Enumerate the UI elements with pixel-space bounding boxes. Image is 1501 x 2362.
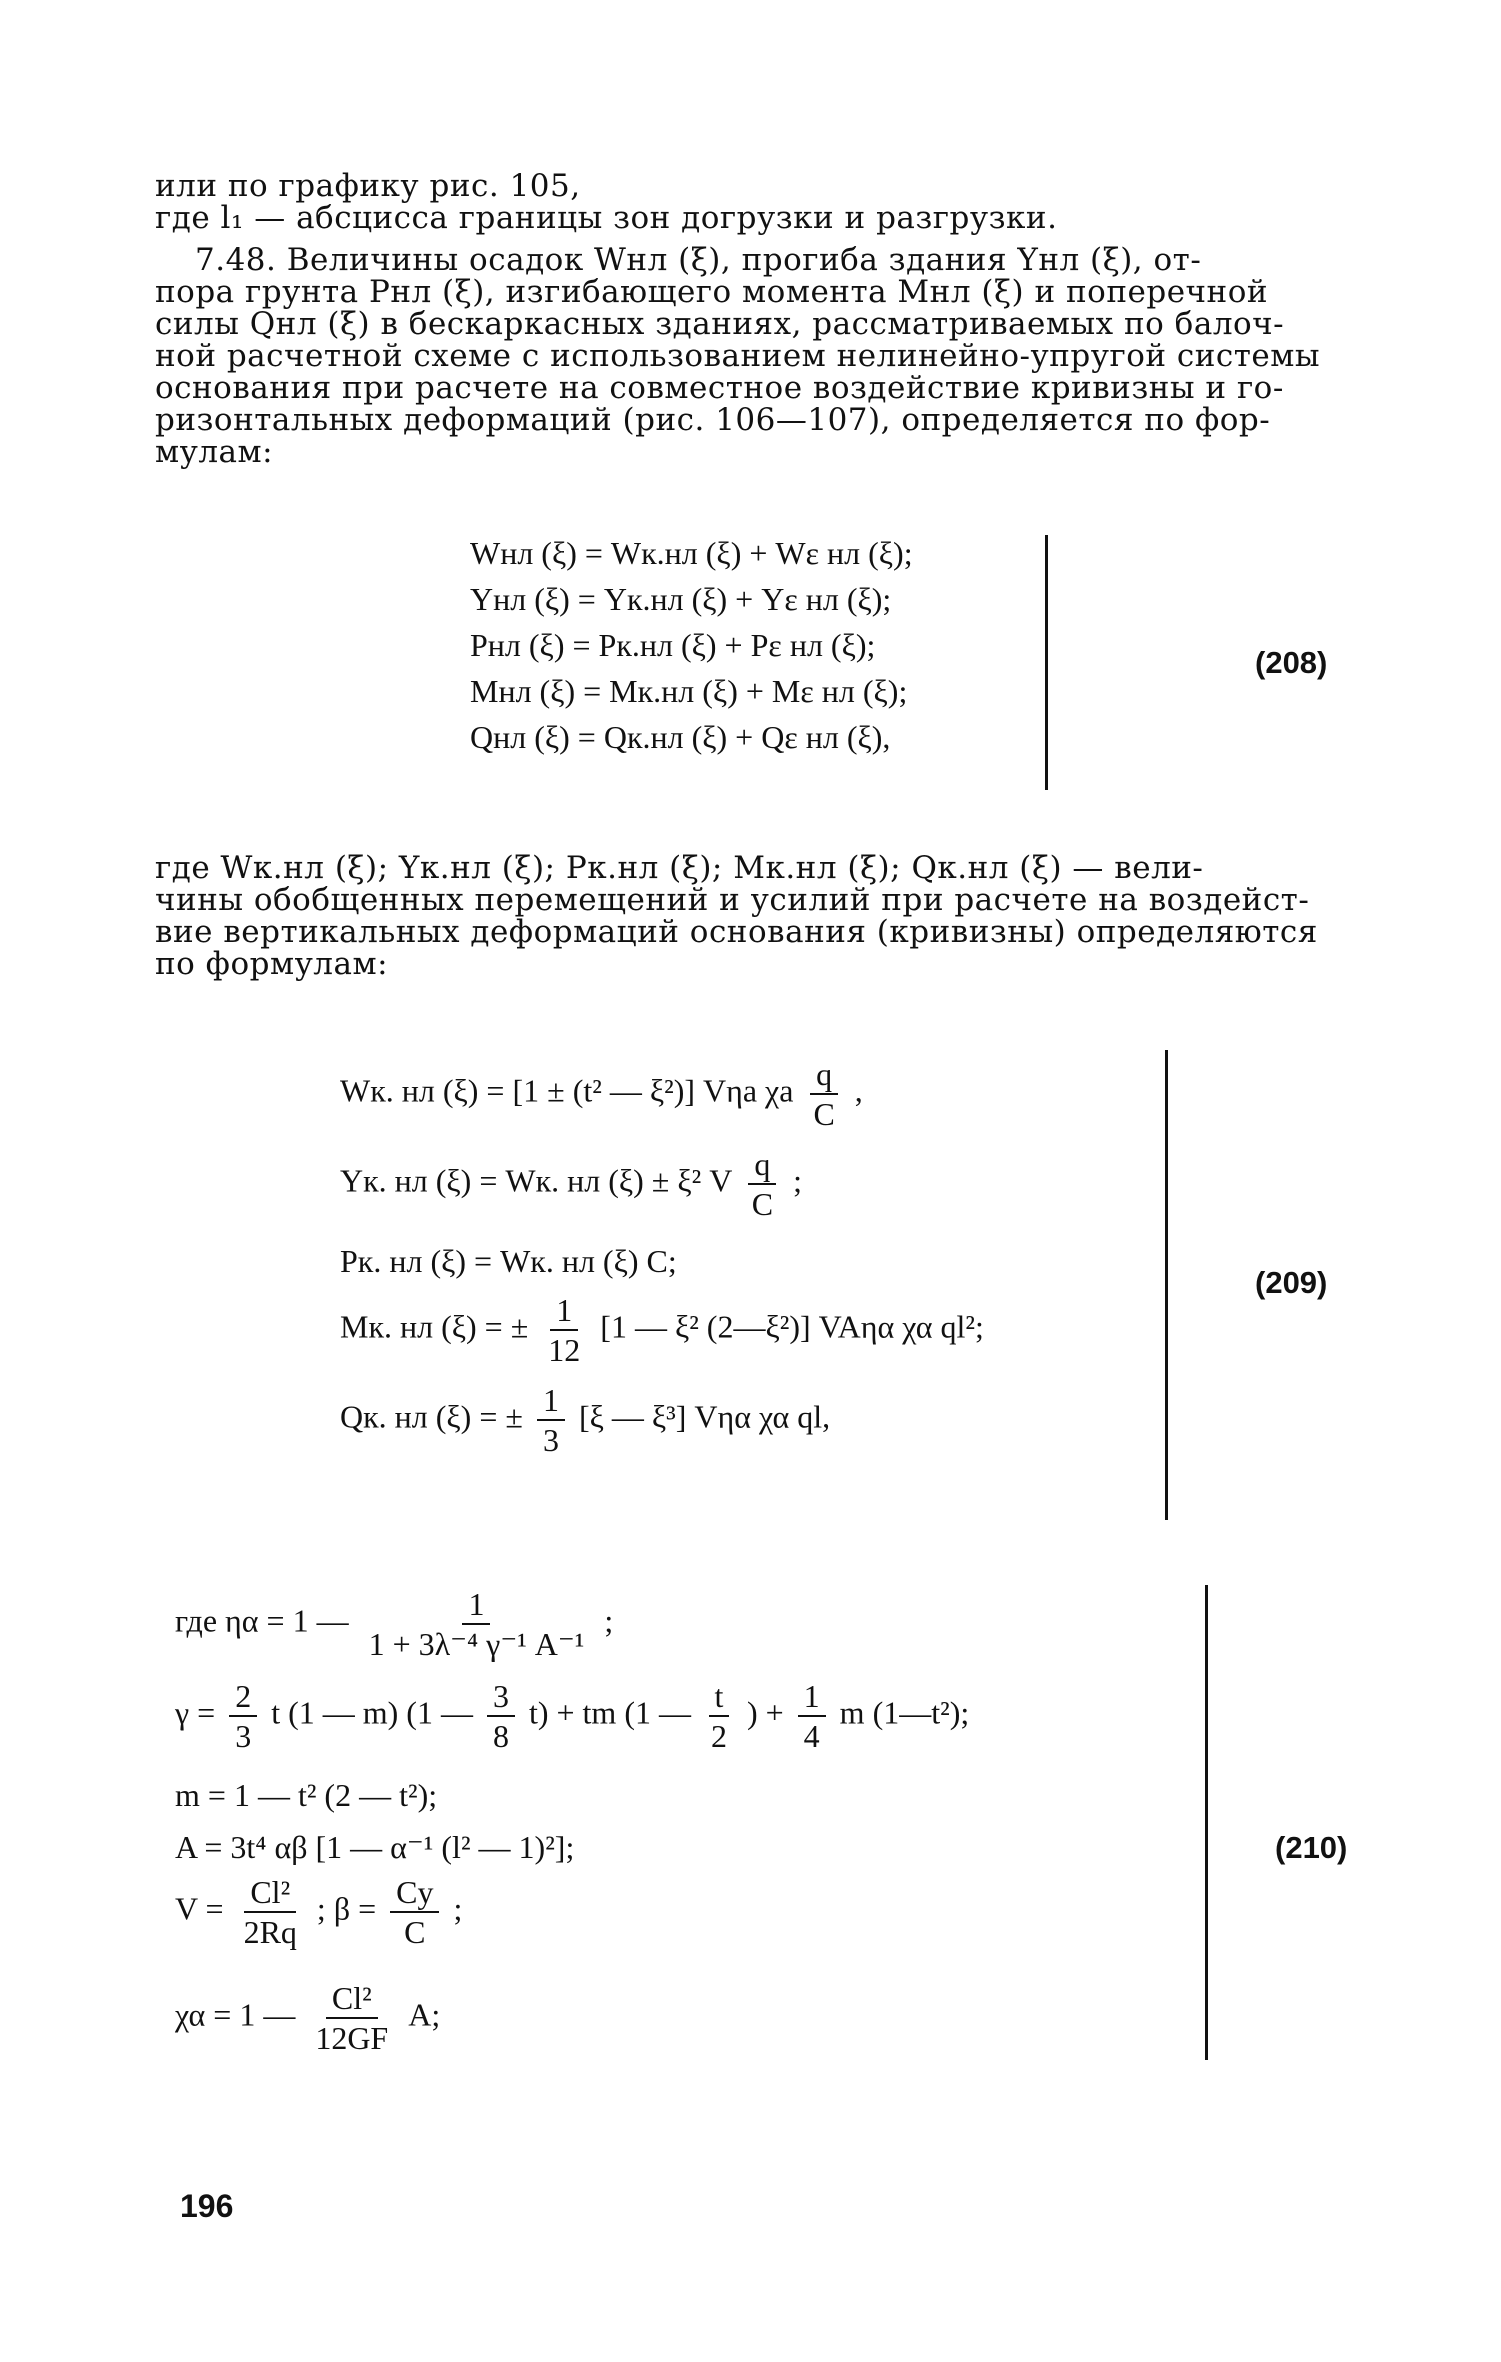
- equation-text: Wк. нл (ξ) = [1 ± (t² — ξ²)] Vηa χa: [340, 1072, 794, 1109]
- paragraph-line: по формулам:: [155, 946, 389, 982]
- paragraph-line: ризонтальных деформаций (рис. 106—107), определяется по фор-: [155, 402, 1271, 438]
- equation-text: ;: [453, 1890, 463, 1927]
- fraction-denominator: C: [813, 1096, 835, 1132]
- fraction: [542, 1291, 586, 1369]
- equation-line: Yнл (ξ) = Yк.нл (ξ) + Yε нл (ξ);: [470, 581, 892, 617]
- equation-number-208: (208): [1255, 645, 1328, 680]
- fraction-denominator: 1 + 3λ⁻⁴ γ⁻¹ A⁻¹: [368, 1626, 585, 1662]
- equation-text: A;: [408, 1996, 441, 2033]
- paragraph-line: ной расчетной схеме с использованием нелинейно-упругой системы: [155, 338, 1321, 374]
- equation-209: [340, 1055, 984, 1471]
- section-7-48-paragraph: [155, 244, 1345, 468]
- fraction-numerator: 3: [487, 1677, 515, 1717]
- intro-line: где l₁ — абсцисса границы зон догрузки и разгрузки.: [155, 200, 1058, 236]
- brace-210: [1205, 1585, 1208, 2060]
- fraction-numerator: Cy: [390, 1873, 439, 1913]
- paragraph-line: основания при расчете на совместное воздействие кривизны и го-: [155, 370, 1284, 406]
- fraction-numerator: t: [709, 1677, 730, 1717]
- fraction-numerator: 2: [229, 1677, 257, 1717]
- fraction: [537, 1381, 565, 1459]
- equation-number-210: (210): [1275, 1830, 1348, 1865]
- equation-text: t) + tm (1 —: [528, 1694, 691, 1731]
- equation-line: Qнл (ξ) = Qк.нл (ξ) + Qε нл (ξ),: [470, 719, 891, 755]
- paragraph-line: пора грунта Pнл (ξ), изгибающего момента Mнл (ξ) и поперечной: [155, 274, 1269, 310]
- fraction-numerator: Cl²: [244, 1873, 296, 1913]
- equation-text: V =: [175, 1890, 224, 1927]
- equation-line-y: [340, 1145, 984, 1231]
- paragraph-line: силы Qнл (ξ) в бескаркасных зданиях, рассматриваемых по балоч-: [155, 306, 1285, 342]
- fraction-denominator: 2: [710, 1718, 727, 1754]
- equation-line-m: m = 1 — t² (2 — t²);: [175, 1777, 438, 1813]
- fraction-denominator: C: [751, 1186, 774, 1222]
- equation-text: ;: [793, 1162, 802, 1199]
- equation-number-209: (209): [1255, 1265, 1328, 1300]
- equation-text: где ηα = 1 —: [175, 1602, 349, 1639]
- equation-210: [175, 1585, 969, 2071]
- equation-text: χα = 1 —: [175, 1996, 296, 2033]
- fraction-denominator: 8: [492, 1718, 509, 1754]
- fraction: [746, 1145, 779, 1223]
- fraction: [807, 1055, 840, 1133]
- equation-line-m: [340, 1291, 984, 1381]
- equation-text: Qк. нл (ξ) = ±: [340, 1398, 523, 1435]
- fraction-denominator: 3: [235, 1718, 252, 1754]
- paragraph-line: вие вертикальных деформаций основания (кривизны) определяются: [155, 914, 1318, 950]
- equation-text: ) +: [746, 1694, 784, 1731]
- equation-text: [1 — ξ² (2—ξ²)] VAηα χα ql²;: [600, 1308, 984, 1345]
- brace-209: [1165, 1050, 1168, 1520]
- fraction: [309, 1979, 394, 2057]
- equation-line: Mнл (ξ) = Mк.нл (ξ) + Mε нл (ξ);: [470, 673, 908, 709]
- equation-text: ; β =: [316, 1890, 377, 1927]
- fraction-denominator: 4: [803, 1718, 820, 1754]
- equation-line: Wнл (ξ) = Wк.нл (ξ) + Wε нл (ξ);: [470, 535, 913, 571]
- fraction-denominator: C: [404, 1914, 426, 1950]
- equation-text: Yк. нл (ξ) = Wк. нл (ξ) ± ξ² V: [340, 1162, 732, 1199]
- paragraph-line: 7.48. Величины осадок Wнл (ξ), прогиба здания Yнл (ξ), от-: [195, 242, 1202, 278]
- fraction: [238, 1873, 303, 1951]
- equation-line-w: [340, 1055, 984, 1145]
- equation-text: [ξ — ξ³] Vηα χα ql,: [578, 1398, 831, 1435]
- equation-text: ,: [854, 1072, 863, 1109]
- fraction-numerator: q: [810, 1055, 838, 1095]
- paragraph-line: мулам:: [155, 434, 274, 470]
- equation-text: Mк. нл (ξ) = ±: [340, 1308, 529, 1345]
- fraction-numerator: q: [748, 1145, 776, 1185]
- equation-line-eta: [175, 1585, 969, 1677]
- fraction: [487, 1677, 515, 1755]
- fraction-denominator: 12GF: [315, 2020, 389, 2056]
- fraction-numerator: Cl²: [326, 1979, 378, 2019]
- fraction-numerator: 1: [550, 1291, 578, 1331]
- fraction: [229, 1677, 257, 1755]
- paragraph-line: чины обобщенных перемещений и усилий при расчете на воздейст-: [155, 882, 1310, 918]
- equation-line-gamma: [175, 1677, 969, 1769]
- where-paragraph: [155, 852, 1345, 980]
- brace-208: [1045, 535, 1048, 790]
- equation-text: γ =: [175, 1694, 216, 1731]
- fraction-denominator: 2Rq: [243, 1914, 297, 1950]
- equation-line-v: [175, 1873, 969, 1965]
- fraction-numerator: 1: [798, 1677, 826, 1717]
- fraction-denominator: 3: [542, 1422, 559, 1458]
- fraction: [363, 1585, 591, 1663]
- equation-208: [470, 530, 913, 760]
- equation-line-chi: [175, 1965, 969, 2071]
- equation-line-a: A = 3t⁴ αβ [1 — α⁻¹ (l² — 1)²];: [175, 1829, 575, 1865]
- intro-line: или по графику рис. 105,: [155, 168, 581, 204]
- fraction-numerator: 1: [462, 1585, 490, 1625]
- equation-line-q: [340, 1381, 984, 1471]
- page-number: 196: [180, 2188, 234, 2224]
- equation-line-p: Pк. нл (ξ) = Wк. нл (ξ) C;: [340, 1243, 677, 1279]
- fraction: [390, 1873, 439, 1951]
- fraction: [705, 1677, 733, 1755]
- fraction-denominator: 12: [548, 1332, 581, 1368]
- paragraph-line: где Wк.нл (ξ); Yк.нл (ξ); Pк.нл (ξ); Mк.нл (ξ); Qк.нл (ξ) — вели-: [155, 850, 1204, 886]
- intro-paragraph: [155, 170, 1345, 234]
- equation-text: ;: [604, 1602, 614, 1639]
- equation-line: Pнл (ξ) = Pк.нл (ξ) + Pε нл (ξ);: [470, 627, 876, 663]
- equation-text: t (1 — m) (1 —: [271, 1694, 473, 1731]
- fraction: [798, 1677, 826, 1755]
- fraction-numerator: 1: [537, 1381, 565, 1421]
- equation-text: m (1—t²);: [839, 1694, 970, 1731]
